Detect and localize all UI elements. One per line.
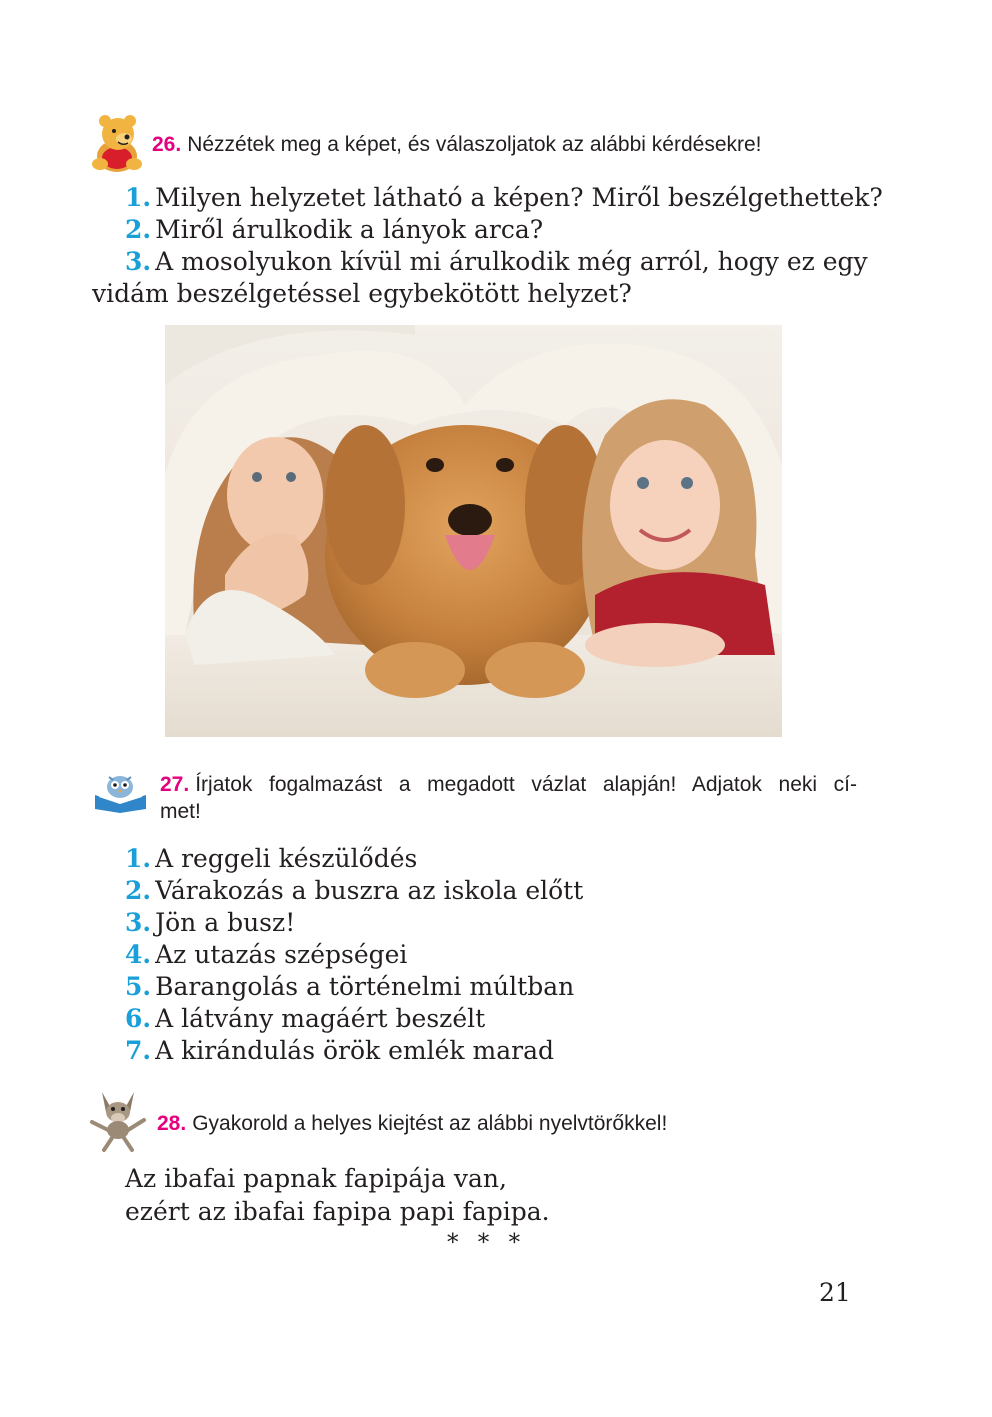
poem-line: Az ibafai papnak fapipája van,	[125, 1164, 507, 1193]
question-list	[125, 182, 883, 246]
list-item: 7. A kirándulás örök emlék marad	[125, 1036, 554, 1065]
photo-girls-and-dog	[165, 325, 782, 737]
question-continuation: vidám beszélgetéssel egybekötött helyzet?	[92, 279, 632, 308]
bear-icon	[88, 112, 146, 174]
task-26-heading	[152, 131, 762, 158]
section-separator: * * *	[447, 1230, 527, 1256]
task-instruction: Nézzétek meg a képet, és válaszoljatok az alábbi kérdésekre!	[187, 133, 762, 156]
task-instruction-continuation: met!	[160, 800, 201, 823]
task-28-heading	[157, 1110, 667, 1137]
donkey-icon	[88, 1090, 148, 1152]
outline-list	[125, 843, 583, 1067]
list-item: 3. A mosolyukon kívül mi árulkodik még arról, hogy ez egy	[125, 247, 868, 276]
task-number: 27.	[160, 773, 190, 796]
task-number: 26.	[152, 133, 182, 156]
question-3-paragraph	[92, 246, 868, 310]
list-item: 1. A reggeli készülődés	[125, 844, 418, 873]
task-27-heading	[160, 771, 857, 825]
task-number: 28.	[157, 1112, 187, 1135]
list-item: 5. Barangolás a történelmi múltban	[125, 972, 575, 1001]
task-instruction: Gyakorold a helyes kiejtést az alábbi nyelvtörőkkel!	[192, 1112, 668, 1135]
task-instruction: Írjatok fogalmazást a megadott vázlat alapján! Adjatok neki cí-	[195, 773, 857, 796]
tongue-twister	[125, 1162, 550, 1228]
poem-line: ezért az ibafai fapipa papi fapipa.	[125, 1197, 550, 1226]
owl-book-icon	[93, 773, 148, 813]
list-item: 2. Miről árulkodik a lányok arca?	[125, 215, 544, 244]
list-item: 3. Jön a busz!	[125, 908, 296, 937]
list-item: 2. Várakozás a buszra az iskola előtt	[125, 876, 584, 905]
list-item: 6. A látvány magáért beszélt	[125, 1004, 486, 1033]
list-item: 4. Az utazás szépségei	[125, 940, 408, 969]
page-number: 21	[819, 1278, 851, 1307]
list-item: 1. Milyen helyzetet látható a képen? Miről beszélgethettek?	[125, 183, 883, 212]
